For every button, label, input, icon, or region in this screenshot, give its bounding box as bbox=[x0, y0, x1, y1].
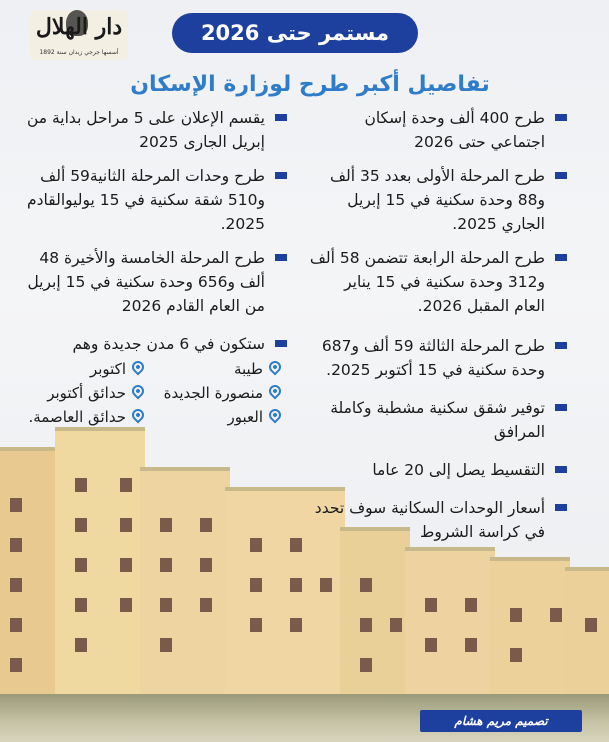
logo-subtitle: أسسها جرجي زيدان سنة 1892 bbox=[39, 49, 119, 56]
header-pill: مستمر حتى 2026 bbox=[172, 13, 418, 53]
page-title: تفاصيل أكبر طرح لوزارة الإسكان bbox=[130, 72, 490, 97]
list-item: أسعار الوحدات السكانية سوف تحدد في كراسة الشروط bbox=[309, 496, 569, 544]
list-item: ستكون في 6 مدن جديدة وهم bbox=[17, 332, 289, 356]
logo bbox=[30, 10, 128, 60]
right-column bbox=[309, 106, 569, 556]
bullet-icon bbox=[555, 254, 567, 261]
bullet-icon bbox=[555, 404, 567, 411]
location-pin-icon bbox=[130, 359, 147, 376]
designer-credit: تصميم مريم هشام bbox=[420, 710, 582, 732]
list-item: التقسيط يصل إلى 20 عاما bbox=[309, 458, 569, 482]
city-item: اكتوبر bbox=[17, 358, 146, 380]
bullet-icon bbox=[275, 254, 287, 261]
list-item: طرح المرحلة الخامسة والأخيرة 48 ألف و656 وحدة سكنية في 15 إبريل من العام القادم 2026 bbox=[17, 246, 289, 318]
location-pin-icon bbox=[130, 407, 147, 424]
bullet-icon bbox=[555, 466, 567, 473]
city-item: العبور bbox=[154, 406, 283, 428]
list-item: طرح المرحلة الأولى بعدد 35 ألف و88 وحدة سكنية في 15 إبريل الجاري 2025. bbox=[309, 164, 569, 236]
bullet-icon bbox=[555, 342, 567, 349]
location-pin-icon bbox=[267, 359, 284, 376]
list-item: يقسم الإعلان على 5 مراحل بداية من إبريل الجارى 2025 bbox=[17, 106, 289, 154]
bullet-icon bbox=[555, 114, 567, 121]
city-item: حدائق العاصمة. bbox=[17, 406, 146, 428]
location-pin-icon bbox=[267, 407, 284, 424]
city-item: حدائق أكتوبر bbox=[17, 382, 146, 404]
bullet-icon bbox=[555, 504, 567, 511]
bullet-icon bbox=[275, 114, 287, 121]
logo-text: دار الهلال bbox=[35, 14, 123, 40]
list-item: طرح 400 ألف وحدة إسكان اجتماعي حتى 2026 bbox=[309, 106, 569, 154]
cities-list bbox=[17, 358, 289, 428]
list-item: طرح المرحلة الثالثة 59 ألف و687 وحدة سكنية في 15 أكتوبر 2025. bbox=[309, 334, 569, 382]
location-pin-icon bbox=[130, 383, 147, 400]
city-item: منصورة الجديدة bbox=[154, 382, 283, 404]
bullet-icon bbox=[275, 340, 287, 347]
location-pin-icon bbox=[267, 383, 284, 400]
city-item: طيبة bbox=[154, 358, 283, 380]
list-item: توفير شقق سكنية مشطبة وكاملة المرافق bbox=[309, 396, 569, 444]
list-item: طرح المرحلة الرابعة تتضمن 58 ألف و312 وحدة سكنية في 15 يناير العام المقبل 2026. bbox=[309, 246, 569, 318]
bullet-icon bbox=[275, 172, 287, 179]
list-item: طرح وحدات المرحلة الثانية59 ألف و510 شقة سكنية في 15 يوليوالقادم 2025. bbox=[17, 164, 289, 236]
left-column bbox=[17, 106, 289, 428]
bullet-icon bbox=[555, 172, 567, 179]
